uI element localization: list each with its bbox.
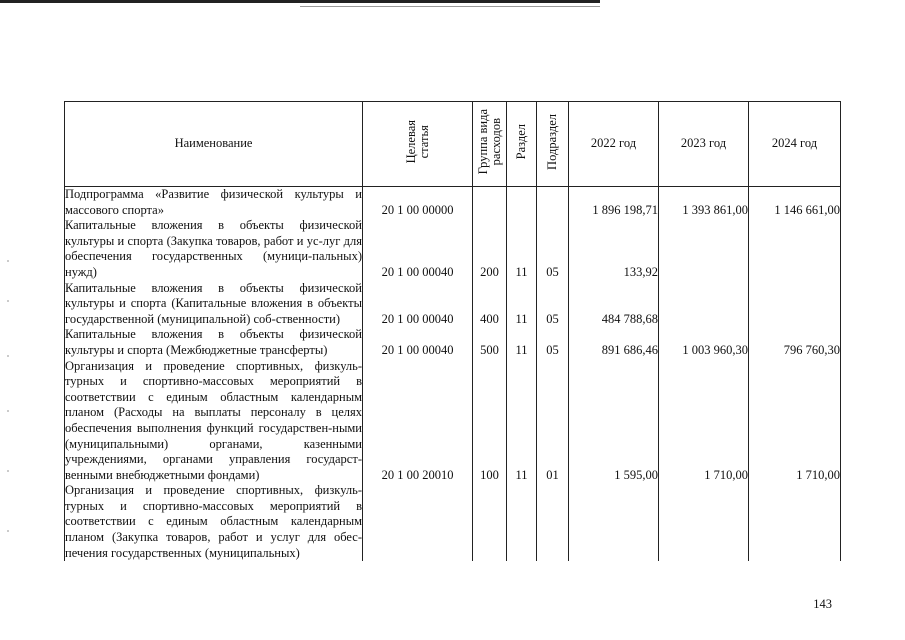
col-header-subsection-text: Подраздел bbox=[545, 113, 559, 170]
col-header-section-text: Раздел bbox=[514, 124, 528, 160]
col-header-target-line2: статья bbox=[416, 125, 431, 159]
row-target: 20 1 00 00040 bbox=[363, 281, 473, 328]
row-2022: 891 686,46 bbox=[569, 327, 659, 358]
row-group: 500 bbox=[473, 327, 507, 358]
row-2023: 1 710,00 bbox=[659, 359, 749, 484]
col-header-group-line1: Группа вида bbox=[475, 109, 490, 175]
row-2024 bbox=[749, 281, 841, 328]
row-2024 bbox=[749, 483, 841, 561]
row-name: Капитальные вложения в объекты физической культуры и спорта (Капитальные вложения в объекты государственной (муниципальной) соб-ственности) bbox=[65, 280, 362, 326]
row-subsection: 01 bbox=[537, 359, 569, 484]
col-header-subsection bbox=[537, 102, 569, 187]
row-2023 bbox=[659, 281, 749, 328]
col-header-2023: 2023 год bbox=[659, 102, 749, 187]
row-section bbox=[507, 187, 537, 219]
row-target: 20 1 00 00000 bbox=[363, 187, 473, 219]
col-header-2024: 2024 год bbox=[749, 102, 841, 187]
page-number: 143 bbox=[813, 597, 832, 611]
row-group bbox=[473, 187, 507, 219]
row-2023: 1 003 960,30 bbox=[659, 327, 749, 358]
table-row bbox=[65, 218, 841, 280]
table-row bbox=[65, 281, 841, 328]
row-2022: 1 896 198,71 bbox=[569, 187, 659, 219]
row-2023 bbox=[659, 483, 749, 561]
row-group: 200 bbox=[473, 218, 507, 280]
col-header-group-line2: расходов bbox=[488, 118, 503, 166]
budget-table bbox=[64, 101, 841, 561]
col-header-target-line1: Целевая bbox=[403, 120, 418, 164]
row-name: Подпрограмма «Развитие физической культуры и массового спорта» bbox=[65, 187, 362, 217]
row-2023: 1 393 861,00 bbox=[659, 187, 749, 219]
col-header-name: Наименование bbox=[65, 102, 363, 187]
row-target: 20 1 00 20010 bbox=[363, 359, 473, 484]
col-header-group bbox=[473, 102, 507, 187]
row-subsection: 05 bbox=[537, 218, 569, 280]
row-target: 20 1 00 00040 bbox=[363, 327, 473, 358]
row-name: Капитальные вложения в объекты физической культуры и спорта (Межбюджетные трансферты) bbox=[65, 327, 362, 357]
row-subsection: 05 bbox=[537, 327, 569, 358]
row-2022: 484 788,68 bbox=[569, 281, 659, 328]
row-group bbox=[473, 483, 507, 561]
top-rule bbox=[0, 0, 600, 3]
row-group: 100 bbox=[473, 359, 507, 484]
row-2022 bbox=[569, 483, 659, 561]
row-target: 20 1 00 00040 bbox=[363, 218, 473, 280]
col-header-2022: 2022 год bbox=[569, 102, 659, 187]
row-2024: 1 710,00 bbox=[749, 359, 841, 484]
top-rule-faint bbox=[300, 6, 600, 7]
row-subsection: 05 bbox=[537, 281, 569, 328]
table-header-row bbox=[65, 102, 841, 187]
row-target bbox=[363, 483, 473, 561]
row-section: 11 bbox=[507, 327, 537, 358]
table-row bbox=[65, 359, 841, 484]
col-header-target bbox=[363, 102, 473, 187]
row-section: 11 bbox=[507, 218, 537, 280]
col-header-section bbox=[507, 102, 537, 187]
row-2024: 1 146 661,00 bbox=[749, 187, 841, 219]
row-subsection bbox=[537, 483, 569, 561]
row-2022: 133,92 bbox=[569, 218, 659, 280]
row-2022: 1 595,00 bbox=[569, 359, 659, 484]
row-name: Капитальные вложения в объекты физической культуры и спорта (Закупка товаров, работ и ус-луг для обеспечения государственных (муници-пальных) нужд) bbox=[65, 218, 362, 279]
margin-speckles bbox=[7, 260, 15, 560]
row-name: Организация и проведение спортивных, физкуль-турных и спортивно-массовых мероприятий в соответствии с единым областным календарным планом (Расходы на выплаты персоналу в целях обеспечения выполнения функций государствен-ными (муниципальными) органами, казенными учреждениями, органами управления государст-венными внебюджетными фондами) bbox=[65, 358, 362, 482]
row-subsection bbox=[537, 187, 569, 219]
row-2024 bbox=[749, 218, 841, 280]
row-section: 11 bbox=[507, 359, 537, 484]
table-row bbox=[65, 483, 841, 561]
row-2023 bbox=[659, 218, 749, 280]
row-section: 11 bbox=[507, 281, 537, 328]
row-group: 400 bbox=[473, 281, 507, 328]
row-2024: 796 760,30 bbox=[749, 327, 841, 358]
row-section bbox=[507, 483, 537, 561]
table-row bbox=[65, 327, 841, 358]
row-name: Организация и проведение спортивных, физкуль-турных и спортивно-массовых мероприятий в соответствии с единым областным календарным планом (Закупка товаров, работ и услуг для обес-печения государственных (муниципальных) bbox=[65, 483, 362, 560]
table-row bbox=[65, 187, 841, 219]
